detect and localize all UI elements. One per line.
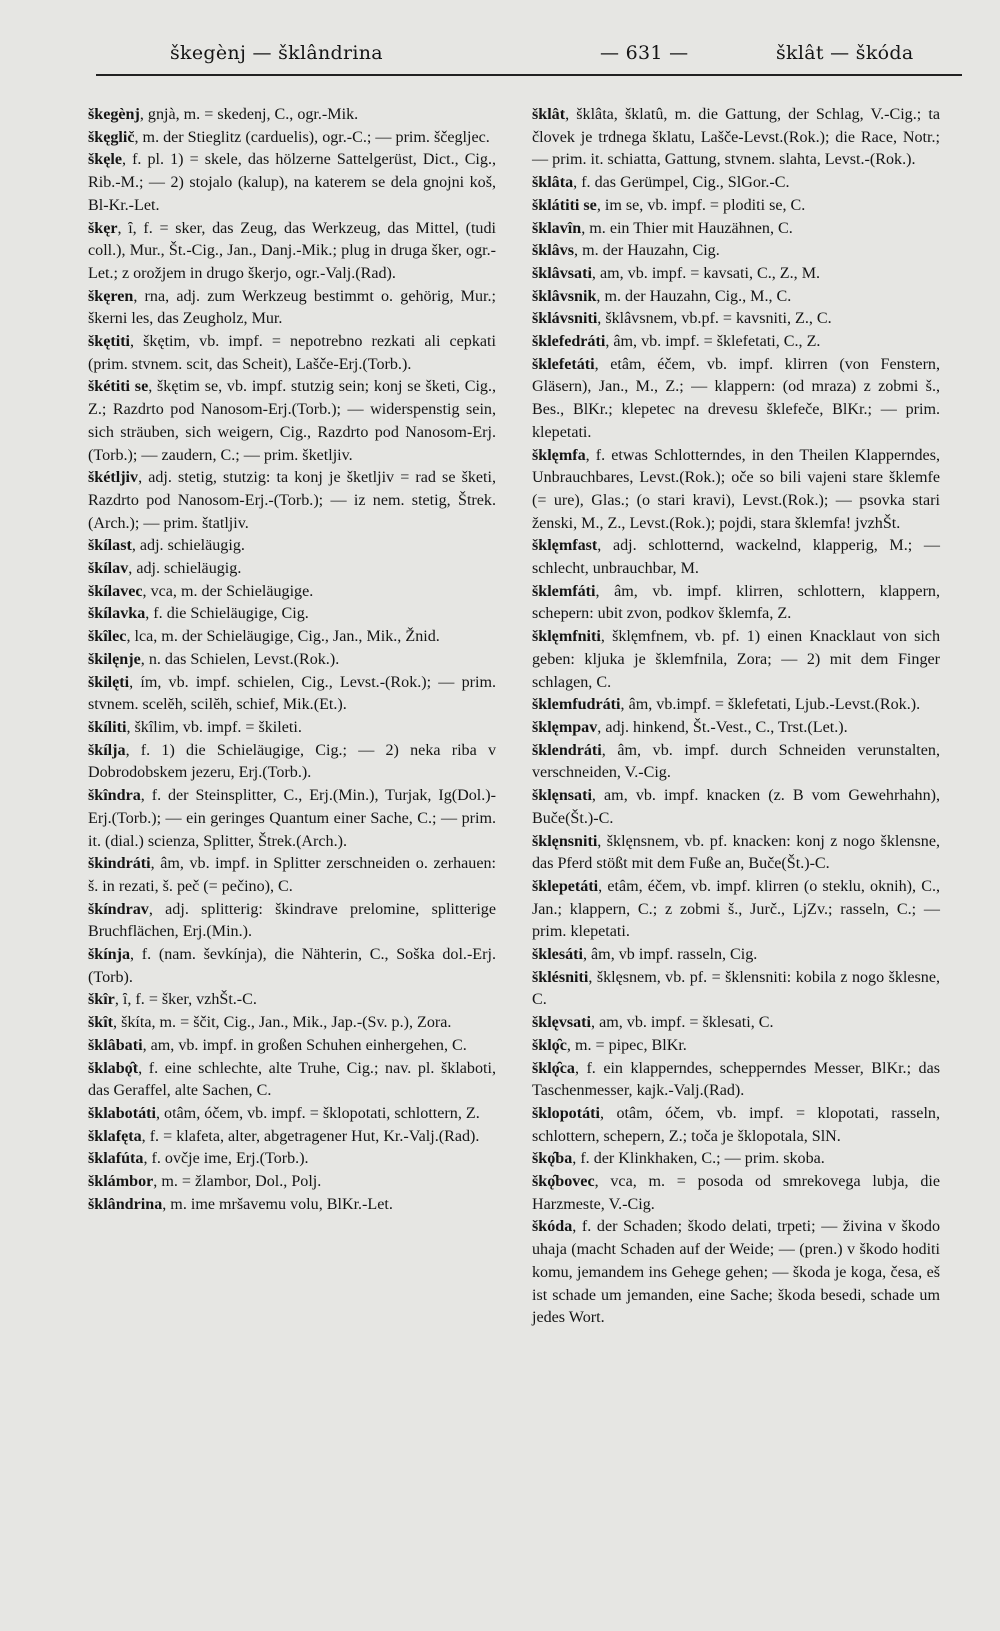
headword: šklęmfa — [532, 446, 586, 464]
headword: šklabǫ̑t — [88, 1059, 139, 1077]
headword: šklât — [532, 106, 566, 123]
entry-definition: , f. der Klinkhaken, C.; — prim. skoba. — [572, 1150, 825, 1168]
headword: šklęnsati — [532, 787, 592, 805]
entry-definition: , m. = žlambor, Dol., Polj. — [153, 1173, 322, 1191]
entry-definition: , f. die Schieläugige, Cig. — [145, 605, 309, 623]
entry-definition: , âm, vb impf. rasseln, Cig. — [582, 946, 758, 964]
entry-definition: , âm, vb. impf. durch Schneiden verunstalten, verschneiden, V.-Cig. — [532, 741, 940, 782]
entry-definition: , ȋ, f. = sker, das Zeug, das Werkzeug, das Mittel, (tudi coll.), Mur., Št.-Cig., Jan., Danj.-Mik.; plug in druga šker, ogr.-Let.; z orožjem in drugo škerjo, ogr.-Valj.(Rad). — [88, 219, 496, 282]
headword: škétiti se — [88, 378, 149, 396]
headword: škęren — [88, 287, 134, 305]
dictionary-entry — [88, 626, 496, 649]
headword: škilęnje — [88, 650, 141, 668]
dictionary-entry — [532, 944, 940, 967]
dictionary-entry — [532, 286, 940, 309]
dictionary-entry — [88, 1171, 496, 1194]
entry-definition: , šklęnsnem, vb. pf. knacken: konj z nogo šklensne, das Pferd stößt mit dem Fuße an, Buče(Št.)-C. — [532, 832, 940, 873]
entry-definition: , vca, m. = posoda od smrekovega lubja, die Harzmeste, V.-Cig. — [532, 1173, 940, 1213]
dictionary-entry — [88, 603, 496, 626]
entry-definition: , f. der Schaden; škodo delati, trpeti; — živina v škodo uhaja (macht Schaden auf der Weide; — (pren.) v škodo hoditi komu, jemandem ins Gehege gehen; — škoda je koga, česa, eš ist schade um jemanden, eine Sache; škoda besedi, schade um jedes Wort. — [532, 1218, 940, 1327]
right-column — [532, 104, 940, 1330]
entry-definition: , m. der Hauzahn, Cig. — [574, 242, 720, 260]
headword: škegènj — [88, 106, 140, 123]
dictionary-entry — [88, 149, 496, 217]
running-header — [160, 42, 960, 72]
entry-definition: , am, vb. impf. knacken (z. B vom Gewehrhahn), Buče(Št.)-C. — [532, 787, 940, 827]
dictionary-entry — [88, 853, 496, 898]
entry-definition: , m. der Stieglitz (carduelis), ogr.-C.; — prim. ščegljec. — [134, 128, 490, 146]
entry-definition: , âm, vb.impf. = šklefetati, Ljub.-Levst.(Rok.). — [620, 696, 921, 714]
headword: škîr — [88, 991, 115, 1009]
headword: škíndrav — [88, 900, 149, 918]
entry-definition: , lca, m. der Schieläugige, Cig., Jan., Mik., Žnid. — [126, 628, 440, 646]
headword: škęle — [88, 151, 122, 169]
entry-definition: , šklâta, šklatû, m. die Gattung, der Schlag, V.-Cig.; ta človek je trdnega šklatu, Lašče-Levst.(Rok.); die Race, Notr.; — prim. it. schiatta, Gattung, stvnem. slahta, Levst.-(Rok.). — [532, 106, 940, 169]
entry-definition: , m. ein Thier mit Hauzähnen, C. — [581, 219, 793, 237]
headword: šklefetáti — [532, 355, 595, 373]
entry-definition: , f. etwas Schlotterndes, in den Theilen Klapperndes, Unbrauchbares, Levst.(Rok.); oče so bili vajeni stare šklemfe (= ure), Glas.; (o stari kravi), Levst.(Rok.); — psovka stari ženski, M., Z., Levst.(Rok.); pojdi, stara šklemfa! jvzhŠt. — [532, 446, 940, 532]
entry-definition: , f. = klafeta, alter, abgetragener Hut, Kr.-Valj.(Rad). — [141, 1127, 480, 1145]
dictionary-entry — [88, 286, 496, 331]
entry-definition: , škętim, vb. impf. = nepotrebno rezkati ali cepkati (prim. stvnem. scit, das Scheit), Lašče-Erj.(Torb.). — [88, 333, 496, 373]
dictionary-entry — [532, 1012, 940, 1035]
dictionary-entry — [88, 1058, 496, 1103]
headword: šklavîn — [532, 219, 582, 237]
entry-definition: , f. eine schlechte, alte Truhe, Cig.; nav. pl. šklaboti, das Geraffel, alte Sachen, C. — [88, 1059, 496, 1100]
headword: škíliti — [88, 718, 127, 736]
dictionary-entry — [532, 172, 940, 195]
dictionary-entry — [532, 1148, 940, 1171]
dictionary-entry — [532, 581, 940, 626]
entry-definition: , f. (nam. ševkínja), die Nähterin, C., Soška dol.-Erj.(Torb). — [88, 946, 496, 986]
headword: šklęmfast — [532, 537, 598, 555]
entry-definition: , adj. schieläugig. — [131, 537, 245, 555]
dictionary-entry — [88, 467, 496, 535]
headword: šklęmpav — [532, 718, 598, 736]
entry-definition: , adj. hinkend, Št.-Vest., C., Trst.(Let.). — [597, 718, 848, 736]
headword: škǫ̑ba — [532, 1150, 573, 1168]
entry-definition: , škîlim, vb. impf. = škileti. — [126, 718, 302, 736]
headword: šklabotáti — [88, 1104, 156, 1122]
dictionary-entry — [532, 445, 940, 536]
headword: škétljiv — [88, 469, 139, 487]
headword: škęglič — [88, 128, 135, 146]
dictionary-entry — [532, 308, 940, 331]
headword: škęr — [88, 219, 118, 237]
headword: šklesáti — [532, 946, 583, 964]
headword: škętiti — [88, 333, 131, 351]
entry-definition: , n. das Schielen, Levst.(Rok.). — [140, 650, 340, 668]
dictionary-entry — [88, 1194, 496, 1217]
dictionary-entry — [88, 944, 496, 989]
headword: škóda — [532, 1218, 573, 1236]
header-rule — [96, 74, 962, 76]
dictionary-entry — [88, 1126, 496, 1149]
headword: škílav — [88, 560, 129, 578]
dictionary-entry — [88, 1148, 496, 1171]
dictionary-entry — [88, 672, 496, 717]
entry-definition: , etâm, éčem, vb. impf. klirren (o steklu, oknih), C., Jan.; klappern, C.; z zobmi š., Jurč., LjZv.; rasseln, C.; — prim. klepetati. — [532, 877, 940, 941]
headword: šklepetáti — [532, 877, 599, 895]
dictionary-entry — [532, 195, 940, 218]
dictionary-entry — [532, 831, 940, 876]
headword: škínja — [88, 946, 131, 964]
entry-definition: , f. der Steinsplitter, C., Erj.(Min.), Turjak, Ig(Dol.)-Erj.(Torb.); — ein geringes Quantum einer Sache, C.; — prim. it. (dial.) scienza, Splitter, Štrek.(Arch.). — [88, 787, 496, 850]
dictionary-entry — [88, 989, 496, 1012]
entry-definition: , gnjà, m. = skedenj, C., ogr.-Mik. — [139, 106, 359, 123]
entry-definition: , ím, vb. impf. schielen, Cig., Levst.-(Rok.); — prim. stvnem. scelĕh, scilĕh, schief, Mik.(Et.). — [88, 673, 496, 714]
entry-definition: , f. das Gerümpel, Cig., SlGor.-C. — [573, 174, 790, 192]
headword: šklefedráti — [532, 333, 606, 351]
dictionary-entry — [88, 535, 496, 558]
headword: škǫ̑bovec — [532, 1173, 595, 1191]
dictionary-entry — [532, 785, 940, 830]
dictionary-entry — [88, 785, 496, 853]
headword: šklâta — [532, 174, 574, 192]
headword: škîndra — [88, 787, 141, 805]
headword: škílast — [88, 537, 132, 555]
entry-definition: , škętim se, vb. impf. stutzig sein; konj se šketi, Cig., Z.; Razdrto pod Nanosom-Erj.(Torb.); — widerspenstig sein, sich sträuben, sich weigern, Cig., Razdrto pod Nanosom-Erj.(Torb.); — zaudern, C.; — prim. šketljiv. — [88, 378, 497, 464]
dictionary-entry — [88, 331, 496, 376]
entry-definition: , šklęsnem, vb. pf. = šklensniti: kobila z nogo šklesne, C. — [532, 968, 940, 1009]
headword: šklâbati — [88, 1036, 143, 1054]
entry-definition: , âm, vb. impf. klirren, schlottern, klappern, schepern: ubit zvon, podkov šklemfa, Z. — [532, 582, 940, 623]
headword: šklândrina — [88, 1195, 163, 1213]
headword: šklátiti se — [532, 196, 597, 214]
dictionary-entry — [532, 1216, 940, 1330]
header-right-guide-words: šklât — škóda — [776, 42, 914, 64]
entry-definition: , adj. stetig, stutzig: ta konj je šketljiv = rad se šketi, Razdrto pod Nanosom-Erj.-(Torb.); — iz nem. stetig, Štrek.(Arch.); — prim. štatljiv. — [88, 469, 496, 532]
headword: šklǫ̑c — [532, 1036, 567, 1054]
headword: šklâvs — [532, 242, 575, 260]
headword: škílavec — [88, 582, 143, 600]
headword: šklęvsati — [532, 1014, 592, 1032]
headword: šklâvsnik — [532, 287, 597, 305]
headword: šklǫ̑ca — [532, 1059, 575, 1077]
dictionary-entry — [532, 694, 940, 717]
entry-definition: , am, vb. impf. = kavsati, C., Z., M. — [591, 264, 821, 282]
dictionary-entry — [88, 376, 496, 467]
entry-definition: , m. der Hauzahn, Cig., M., C. — [596, 287, 792, 305]
entry-definition: , šklęmfnem, vb. pf. 1) einen Knacklaut von sich geben: kljuka je šklemfnila, Zora; — 2) mit dem Finger schlagen, C. — [532, 628, 940, 691]
entry-definition: , m. = pipec, BlKr. — [566, 1036, 687, 1054]
dictionary-entry — [88, 104, 496, 127]
dictionary-entry — [532, 331, 940, 354]
entry-definition: , âm, vb. impf. in Splitter zerschneiden o. zerhauen: š. in rezati, š. peč (= pečino), C. — [88, 855, 496, 895]
dictionary-entry — [532, 1171, 940, 1216]
dictionary-entry — [532, 876, 940, 944]
headword: šklemfudráti — [532, 696, 621, 714]
dictionary-entry — [532, 535, 940, 580]
headword: šklámbor — [88, 1173, 154, 1191]
dictionary-entry — [532, 1103, 940, 1148]
headword: škílja — [88, 741, 126, 759]
headword: šklęnsniti — [532, 832, 598, 850]
dictionary-entry — [532, 240, 940, 263]
entry-definition: , f. ovčje ime, Erj.(Torb.). — [143, 1150, 309, 1168]
dictionary-entry — [532, 1035, 940, 1058]
headword: škílavka — [88, 605, 146, 623]
dictionary-entry — [532, 263, 940, 286]
dictionary-entry — [532, 967, 940, 1012]
headword: šklafęta — [88, 1127, 142, 1145]
dictionary-entry — [88, 740, 496, 785]
headword: šklendráti — [532, 741, 602, 759]
dictionary-entry — [88, 218, 496, 286]
entry-definition: , otâm, óčem, vb. impf. = šklopotati, schlottern, Z. — [155, 1104, 480, 1122]
dictionary-entry — [88, 558, 496, 581]
headword: šklâvsati — [532, 264, 592, 282]
entry-definition: , f. 1) die Schieläugige, Cig.; — 2) neka riba v Dobrodobskem jezeru, Erj.(Torb.). — [88, 741, 496, 782]
entry-definition: , etâm, éčem, vb. impf. klirren (von Fenstern, Gläsern), Jan., M., Z.; — klappern: (od mraza) z zobmi š., Bes., BlKr.; klepetec na drevesu šklefeče, BlKr.; — prim. klepetati. — [532, 355, 940, 441]
headword: šklęmfniti — [532, 628, 601, 646]
dictionary-entry — [532, 218, 940, 241]
entry-definition: , am, vb. impf. in großen Schuhen einhergehen, C. — [142, 1036, 467, 1054]
entry-definition: , âm, vb. impf. = šklefetati, C., Z. — [605, 333, 821, 351]
left-column — [88, 104, 496, 1216]
entry-definition: , f. ein klapperndes, schepperndes Messer, BlKr.; das Taschenmesser, kajk.-Valj.(Rad). — [532, 1059, 940, 1100]
headword: škît — [88, 1014, 114, 1032]
headword: šklésniti — [532, 968, 589, 986]
dictionary-entry — [532, 717, 940, 740]
dictionary-entry — [88, 649, 496, 672]
entry-definition: , škíta, m. = ščit, Cig., Jan., Mik., Jap.-(Sv. p.), Zora. — [113, 1014, 452, 1032]
entry-definition: , am, vb. impf. = šklesati, C. — [591, 1014, 774, 1032]
entry-definition: , im se, vb. impf. = ploditi se, C. — [596, 196, 806, 214]
page-number: — 631 — — [600, 42, 689, 64]
dictionary-entry — [88, 899, 496, 944]
headword: škilęti — [88, 673, 130, 691]
headword: škîlec — [88, 628, 127, 646]
dictionary-entry — [532, 104, 940, 172]
headword: šklafúta — [88, 1150, 144, 1168]
entry-definition: , vca, m. der Schieläugige. — [142, 582, 314, 600]
headword: šklávsniti — [532, 310, 598, 328]
entry-definition: , šklâvsnem, vb.pf. = kavsniti, Z., C. — [597, 310, 832, 328]
dictionary-entry — [88, 717, 496, 740]
entry-definition: , ȋ, f. = šker, vzhŠt.-C. — [114, 991, 257, 1009]
entry-definition: , adj. schieläugig. — [128, 560, 242, 578]
dictionary-entry — [88, 581, 496, 604]
entry-definition: , f. pl. 1) = skele, das hölzerne Sattelgerüst, Dict., Cig., Rib.-M.; — 2) stojalo (kalup), na katerem se dela gnojni koš, Bl-Kr.-Let. — [88, 151, 496, 214]
entry-definition: , adj. splitterig: škindrave prelomine, splitterige Bruchflächen, Erj.(Min.). — [88, 900, 496, 941]
dictionary-entry — [88, 1012, 496, 1035]
entry-definition: , adj. schlotternd, wackelnd, klapperig, M.; — schlecht, unbrauchbar, M. — [532, 537, 940, 578]
entry-definition: , otâm, óčem, vb. impf. = klopotati, rasseln, schlottern, schepern, Z.; toča je šklopotala, SlN. — [532, 1104, 940, 1145]
dictionary-entry — [88, 127, 496, 150]
header-left-guide-words: škegènj — šklândrina — [170, 42, 383, 64]
dictionary-entry — [88, 1035, 496, 1058]
dictionary-entry — [532, 1058, 940, 1103]
dictionary-entry — [532, 354, 940, 445]
headword: šklopotáti — [532, 1104, 600, 1122]
headword: šklemfáti — [532, 582, 596, 600]
entry-definition: , m. ime mršavemu volu, BlKr.-Let. — [162, 1195, 393, 1213]
dictionary-entry — [532, 740, 940, 785]
dictionary-entry — [532, 626, 940, 694]
entry-definition: , rna, adj. zum Werkzeug bestimmt o. gehörig, Mur.; škerni les, das Zeugholz, Mur. — [88, 287, 496, 328]
dictionary-entry — [88, 1103, 496, 1126]
headword: škindráti — [88, 855, 151, 873]
